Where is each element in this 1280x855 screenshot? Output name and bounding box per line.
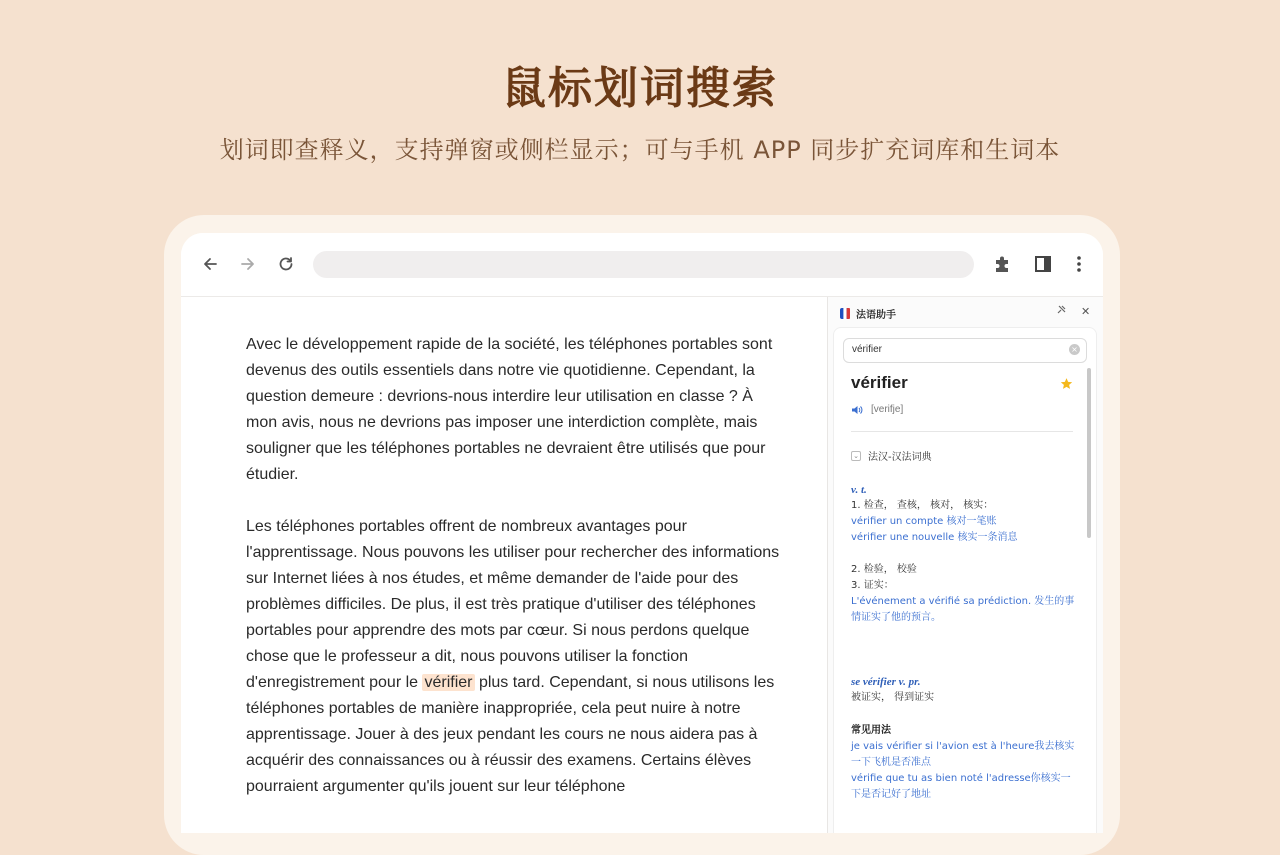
- example-line: vérifie que tu as bien noté l'adresse你核实一: [851, 773, 1071, 784]
- example-line: 一下飞机是否准点: [851, 757, 931, 768]
- example-line: je vais vérifier si l'avion est à l'heure我去核实: [851, 741, 1075, 752]
- app-name: 法语助手: [856, 309, 896, 321]
- star-icon[interactable]: [1060, 375, 1073, 394]
- usage-heading: 常见用法: [851, 725, 891, 736]
- search-value: vérifier: [852, 344, 883, 355]
- reload-button[interactable]: [275, 253, 297, 275]
- hero-title: 鼠标划词搜索: [502, 63, 778, 114]
- kebab-menu-icon: [1076, 255, 1082, 273]
- extensions-button[interactable]: [992, 253, 1014, 275]
- pin-icon[interactable]: [1056, 305, 1066, 318]
- definition-line: 1. 检查， 查核， 核对， 核实：: [851, 500, 994, 511]
- pronunciation: [851, 404, 903, 415]
- back-button[interactable]: [199, 253, 221, 275]
- clear-icon[interactable]: ×: [1069, 344, 1080, 355]
- article-content: [181, 297, 827, 833]
- close-icon[interactable]: ✕: [1081, 305, 1091, 318]
- speaker-icon[interactable]: [851, 405, 863, 415]
- side-panel-button[interactable]: [1032, 253, 1054, 275]
- forward-button[interactable]: [237, 253, 259, 275]
- paragraph-text: Les téléphones portables offrent de nombreux avantages pour l'apprentissage. Nous pouvons les utiliser pour rechercher des informations sur Internet liées à nos études, et même demander de l'aide pour des problèmes difficiles. De plus, il est très pratique d'utiliser des téléphones portables pour apprendre des mots par cœur. Si nous perdons quelque chose que le professeur a dit, nous pouvons utiliser la fonction d'enregistrement pour le: [246, 518, 780, 691]
- search-input[interactable]: [843, 338, 1087, 363]
- paragraph-text: plus tard. Cependant, si nous utilisons les téléphones portables de manière inappropriée, cela peut nuire à notre apprentissage. Jouer à des jeux pendant les cours ne nous aidera pas à acquérir des connaissances ou à réussir des examens. Certains élèves pourraient argumenter qu'ils jouent sur leur téléphone: [246, 674, 775, 795]
- dictionary-side-panel: [827, 297, 1103, 833]
- definition-line: 被证实， 得到证实: [851, 692, 935, 703]
- arrow-right-icon: [239, 255, 257, 273]
- scrollbar[interactable]: [1087, 368, 1091, 538]
- article-paragraph-1: Avec le développement rapide de la société, les téléphones portables sont devenus des outils essentiels dans notre vie quotidienne. Cependant, la question demeure : devrions-nous interdire leur utilisation en classe ? À mon avis, nous ne devrions pas imposer une interdiction complète, mais souligner que les téléphones portables ne devraient être utilisés que pour étudier.: [246, 336, 773, 483]
- side-panel-header: [840, 305, 896, 321]
- reload-icon: [277, 255, 295, 273]
- dictionary-section[interactable]: [851, 448, 932, 463]
- address-bar[interactable]: [313, 251, 974, 278]
- dictionary-card: [833, 327, 1097, 833]
- french-flag-icon: [840, 308, 850, 319]
- example-line: vérifier un compte 核对一笔账: [851, 516, 997, 527]
- definition-line: 3. 证实：: [851, 580, 894, 591]
- arrow-left-icon: [201, 255, 219, 273]
- example-line: 情证实了他的预言。: [851, 612, 941, 623]
- headword: vérifier: [851, 373, 908, 392]
- definition-line: 2. 检验， 校验: [851, 564, 917, 575]
- highlighted-word[interactable]: vérifier: [424, 674, 473, 691]
- browser-window: [181, 233, 1103, 833]
- hero-subtitle: 划词即查释义，支持弹窗或侧栏显示；可与手机 APP 同步扩充词库和生词本: [219, 136, 1061, 164]
- example-line: L'événement a vérifié sa prédiction. 发生的事: [851, 596, 1075, 607]
- dictionary-name: 法汉-汉法词典: [868, 452, 932, 463]
- example-line: 下是否记好了地址: [851, 789, 931, 800]
- browser-toolbar: [181, 233, 1103, 297]
- article-paragraph-2: [246, 514, 781, 800]
- puzzle-icon: [993, 254, 1013, 274]
- menu-button[interactable]: [1068, 253, 1090, 275]
- definition-line: se vérifier v. pr.: [851, 676, 921, 688]
- phonetic-text: [verifje]: [871, 404, 904, 415]
- definition-line: v. t.: [851, 484, 867, 496]
- divider: [851, 431, 1073, 432]
- chevron-down-icon: ⌄: [851, 451, 861, 461]
- example-line: vérifier une nouvelle 核实一条消息: [851, 532, 1018, 543]
- side-panel-icon: [1034, 255, 1052, 273]
